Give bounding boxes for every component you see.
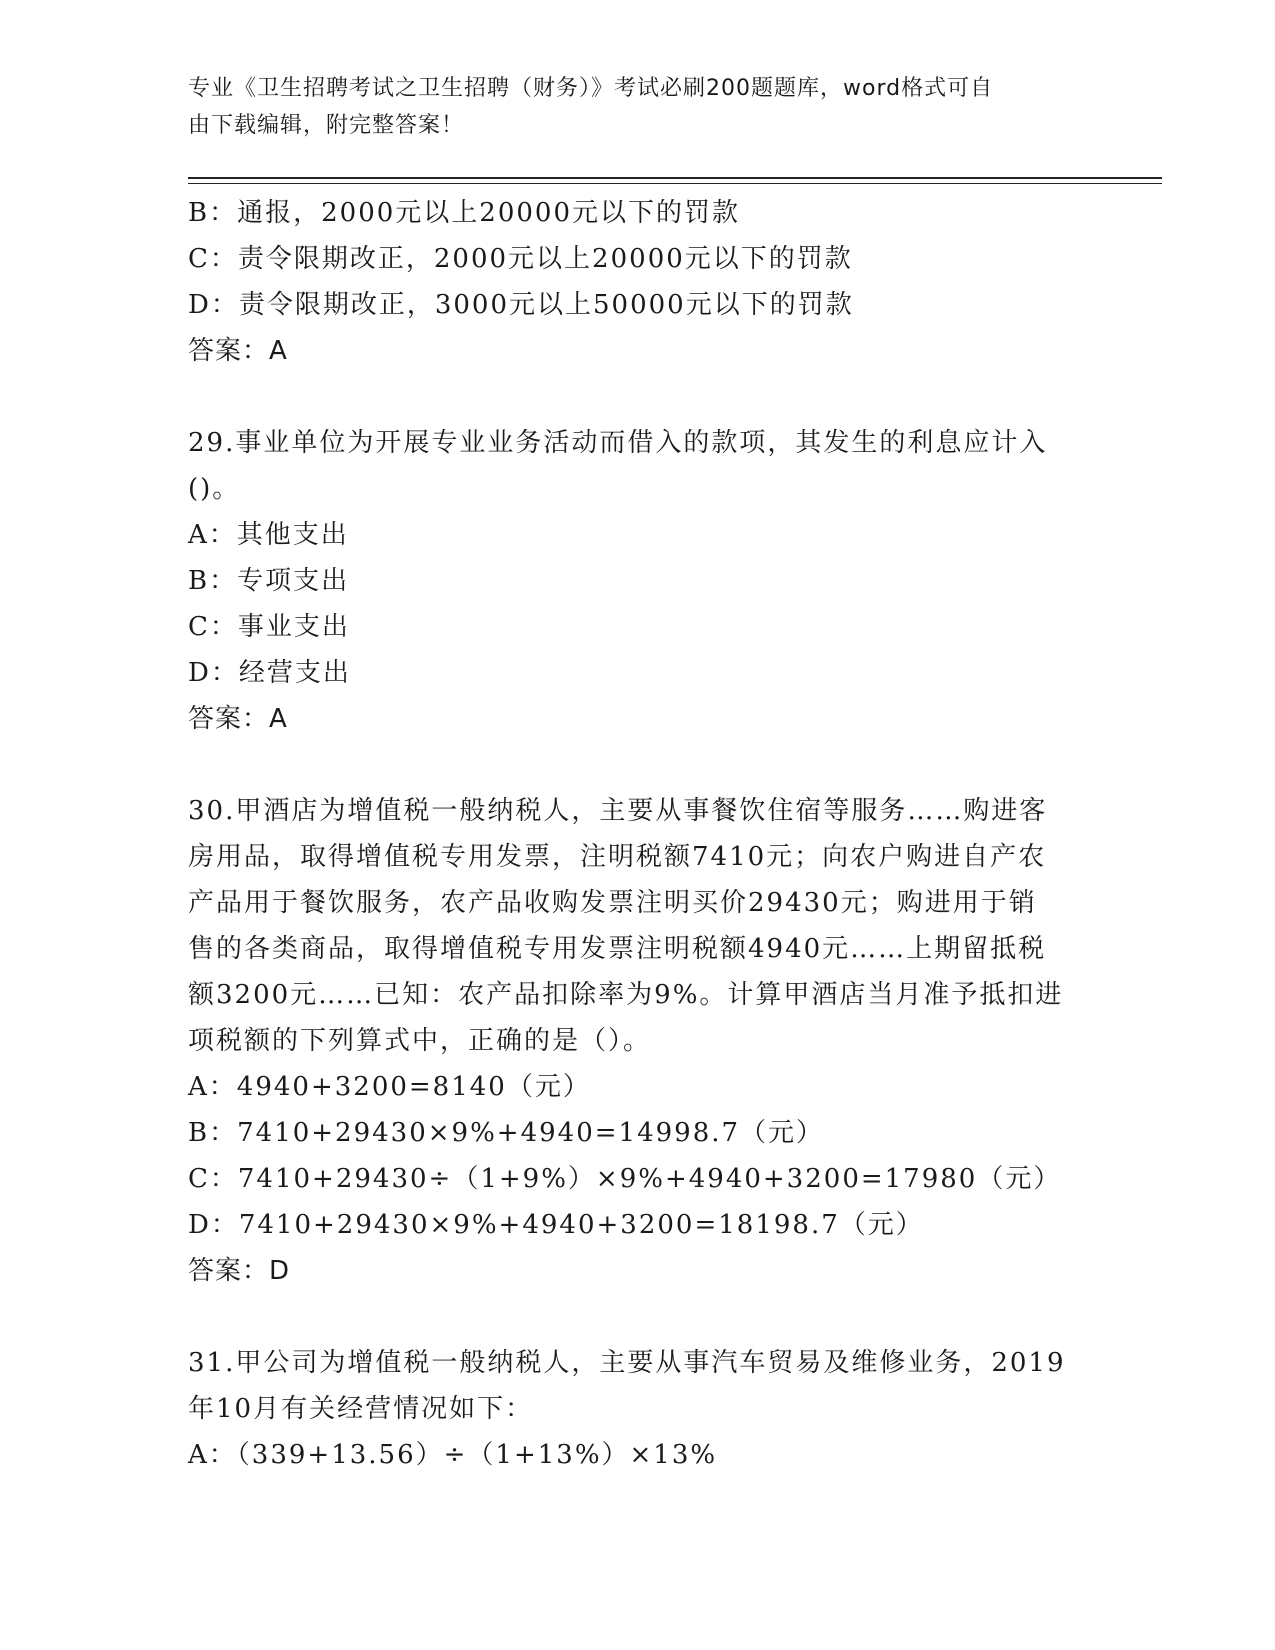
q29-option-b: B：专项支出 bbox=[188, 566, 350, 596]
question-29 bbox=[188, 420, 1088, 742]
header-line-2: 由下载编辑，附完整答案！ bbox=[188, 113, 465, 138]
q30-stem-line-1: 30.甲酒店为增值税一般纳税人，主要从事餐饮住宿等服务……购进客 bbox=[188, 796, 1048, 826]
q29-stem-line-2: ()。 bbox=[188, 474, 241, 504]
document-header bbox=[188, 70, 1068, 144]
q28-option-c: C：责令限期改正，2000元以上20000元以下的罚款 bbox=[188, 244, 853, 274]
question-28 bbox=[188, 190, 1088, 374]
q29-option-a: A：其他支出 bbox=[188, 520, 349, 550]
header-line-1: 专业《卫生招聘考试之卫生招聘（财务）》考试必刷200题题库，word格式可自 bbox=[188, 76, 994, 101]
q28-option-d: D：责令限期改正，3000元以上50000元以下的罚款 bbox=[188, 290, 854, 320]
spacer bbox=[188, 1294, 1088, 1340]
question-30 bbox=[188, 788, 1088, 1294]
header-divider-thin bbox=[188, 183, 1162, 184]
q30-option-c: C：7410+29430÷（1+9%）×9%+4940+3200=17980（元） bbox=[188, 1164, 1062, 1194]
question-31 bbox=[188, 1340, 1088, 1478]
q30-stem-line-5: 额3200元……已知：农产品扣除率为9%。计算甲酒店当月准予抵扣进 bbox=[188, 980, 1064, 1010]
q31-stem-line-2: 年10月有关经营情况如下： bbox=[188, 1394, 534, 1424]
q30-option-b: B：7410+29430×9%+4940=14998.7（元） bbox=[188, 1118, 825, 1148]
q30-stem-line-3: 产品用于餐饮服务，农产品收购发票注明买价29430元；购进用于销 bbox=[188, 888, 1037, 918]
q28-option-b: B：通报，2000元以上20000元以下的罚款 bbox=[188, 198, 740, 228]
q30-stem-line-6: 项税额的下列算式中，正确的是（）。 bbox=[188, 1026, 652, 1056]
q30-option-d: D：7410+29430×9%+4940+3200=18198.7（元） bbox=[188, 1210, 924, 1240]
q31-option-a: A：（339+13.56）÷（1+13%）×13% bbox=[188, 1440, 718, 1470]
q29-answer: 答案：A bbox=[188, 704, 288, 734]
question-body bbox=[188, 190, 1088, 1478]
q30-answer: 答案：D bbox=[188, 1256, 291, 1286]
q31-stem-line-1: 31.甲公司为增值税一般纳税人，主要从事汽车贸易及维修业务，2019 bbox=[188, 1348, 1066, 1378]
q29-option-d: D：经营支出 bbox=[188, 658, 351, 688]
q30-stem-line-4: 售的各类商品，取得增值税专用发票注明税额4940元……上期留抵税 bbox=[188, 934, 1047, 964]
spacer bbox=[188, 374, 1088, 420]
q28-answer: 答案：A bbox=[188, 336, 288, 366]
q30-option-a: A：4940+3200=8140（元） bbox=[188, 1072, 591, 1102]
q29-stem-line-1: 29.事业单位为开展专业业务活动而借入的款项，其发生的利息应计入 bbox=[188, 428, 1048, 458]
q30-stem-line-2: 房用品，取得增值税专用发票，注明税额7410元；向农户购进自产农 bbox=[188, 842, 1047, 872]
header-divider-thick bbox=[188, 177, 1162, 179]
spacer bbox=[188, 742, 1088, 788]
q29-option-c: C：事业支出 bbox=[188, 612, 350, 642]
